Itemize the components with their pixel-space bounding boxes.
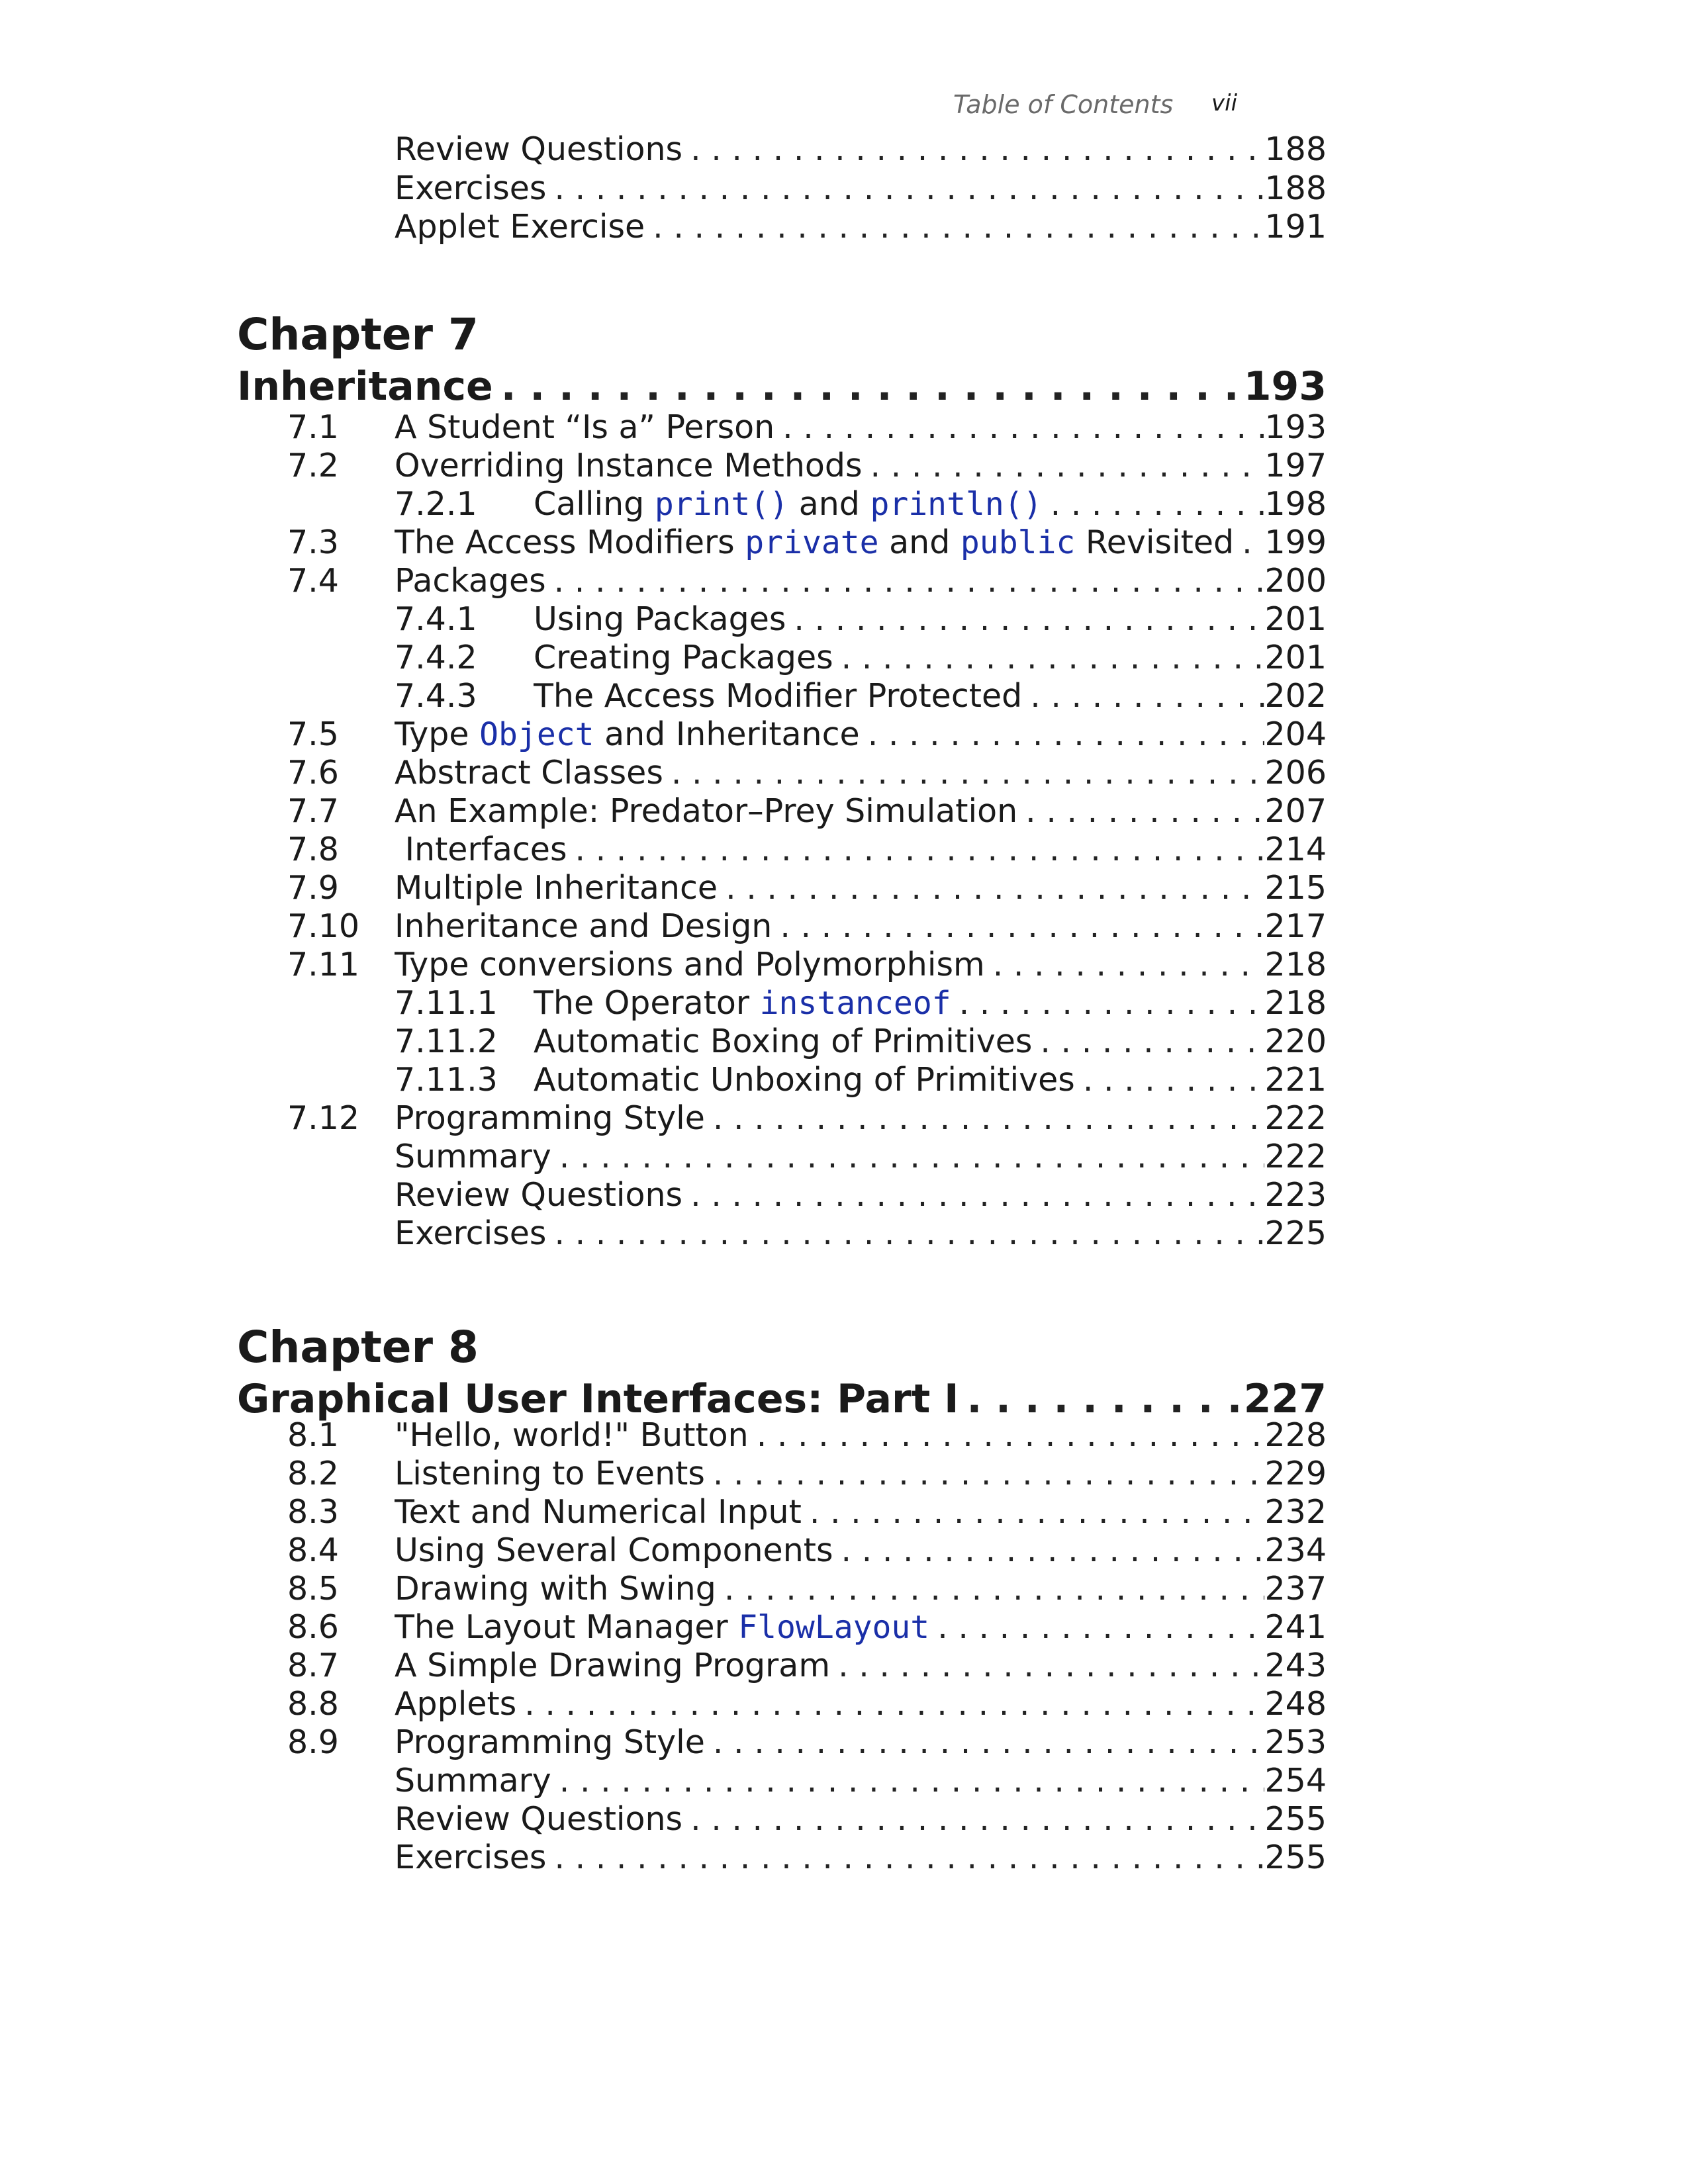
toc-entry-8-3[interactable] xyxy=(0,1493,1688,1531)
dot-leader xyxy=(551,1762,1265,1800)
toc-entry-page: 206 xyxy=(1264,754,1327,792)
toc-entry-page: 204 xyxy=(1264,715,1327,753)
toc-entry-7-11-1[interactable] xyxy=(0,984,1688,1023)
toc-entry-title: Listening to Events xyxy=(395,1455,705,1492)
toc-entry-7-10[interactable] xyxy=(0,907,1688,946)
dot-leader xyxy=(716,1570,1265,1608)
chapter-7-title: Inheritance xyxy=(237,363,493,410)
toc-entry-page: 220 xyxy=(1264,1023,1327,1060)
dot-leader xyxy=(682,1800,1264,1839)
dot-leader xyxy=(682,130,1264,169)
toc-entry-title: An Example: Predator–Prey Simulation xyxy=(395,792,1018,830)
running-head-label: Table of Contents xyxy=(953,90,1174,119)
dot-leader xyxy=(1234,523,1264,562)
dot-leader xyxy=(567,831,1264,869)
code-keyword: public xyxy=(960,524,1076,561)
toc-entry-8-1[interactable] xyxy=(0,1416,1688,1455)
toc-entry-title: Abstract Classes xyxy=(395,754,663,792)
toc-entry-title: Summary xyxy=(395,1138,551,1175)
toc-entry-7-12[interactable] xyxy=(0,1099,1688,1138)
title-text: Type xyxy=(395,715,480,753)
dot-leader xyxy=(705,1099,1265,1138)
code-keyword: private xyxy=(745,524,879,561)
toc-entry-title: Review Questions xyxy=(395,1176,683,1214)
dot-leader xyxy=(929,1608,1264,1647)
toc-entry-page: 241 xyxy=(1264,1608,1327,1646)
title-text: The Access Modifiers xyxy=(395,523,745,561)
section-number: 8.3 xyxy=(287,1493,339,1531)
section-number: 7.3 xyxy=(287,523,339,561)
toc-entry-title: Packages xyxy=(395,562,546,600)
section-number: 7.2.1 xyxy=(395,485,477,523)
title-text: and xyxy=(878,523,961,561)
dot-leader xyxy=(705,1455,1265,1493)
dot-leader xyxy=(1017,792,1264,831)
section-number: 7.6 xyxy=(287,754,339,792)
toc-entry-title: Review Questions xyxy=(395,1800,683,1838)
code-keyword: println() xyxy=(870,486,1043,523)
toc-entry-title xyxy=(395,715,860,754)
section-number: 8.4 xyxy=(287,1531,339,1569)
toc-entry-page: 188 xyxy=(1264,130,1327,168)
chapter-8-label: Chapter 8 xyxy=(237,1322,479,1373)
toc-entry-page: 198 xyxy=(1264,485,1327,523)
running-head xyxy=(953,90,1244,119)
chapter-8-title: Graphical User Interfaces: Part I xyxy=(237,1376,959,1422)
code-keyword: print() xyxy=(654,486,789,523)
toc-entry-page: 254 xyxy=(1264,1762,1327,1799)
toc-entry-applet-exercise[interactable] xyxy=(0,208,1688,246)
toc-entry-title: Interfaces xyxy=(395,831,567,868)
toc-entry-title: Text and Numerical Input xyxy=(395,1493,802,1531)
toc-entry-review-questions[interactable] xyxy=(0,130,1688,169)
toc-entry-page: 217 xyxy=(1264,907,1327,945)
dot-leader xyxy=(1075,1061,1265,1099)
toc-entry-page: 232 xyxy=(1264,1493,1327,1531)
toc-entry-title: Overriding Instance Methods xyxy=(395,447,863,484)
dot-leader xyxy=(718,869,1264,907)
title-text: Revisited xyxy=(1075,523,1235,561)
section-number: 7.4 xyxy=(287,562,339,600)
toc-entry-title: Drawing with Swing xyxy=(395,1570,716,1608)
toc-entry-title: Summary xyxy=(395,1762,551,1799)
dot-leader xyxy=(551,1138,1265,1176)
dot-leader xyxy=(516,1685,1264,1723)
section-number: 7.5 xyxy=(287,715,339,753)
toc-entry-title: A Simple Drawing Program xyxy=(395,1647,831,1684)
chapter-8-page: 227 xyxy=(1243,1376,1327,1422)
toc-entry-title: Multiple Inheritance xyxy=(395,869,718,907)
dot-leader xyxy=(682,1176,1264,1214)
toc-entry-title xyxy=(395,523,1234,562)
section-number: 7.2 xyxy=(287,447,339,484)
toc-entry-page: 234 xyxy=(1264,1531,1327,1569)
section-number: 7.12 xyxy=(287,1099,360,1137)
toc-entry-7-4-2[interactable] xyxy=(0,639,1688,677)
toc-entry-7-5[interactable] xyxy=(0,715,1688,754)
dot-leader xyxy=(749,1416,1265,1455)
toc-entry-title xyxy=(395,1608,929,1647)
dot-leader xyxy=(705,1723,1265,1762)
section-number: 7.1 xyxy=(287,408,339,446)
toc-entry-8-9[interactable] xyxy=(0,1723,1688,1762)
toc-entry-7-4[interactable] xyxy=(0,562,1688,600)
toc-entry-title: A Student “Is a” Person xyxy=(395,408,775,446)
section-number: 7.4.1 xyxy=(395,600,477,638)
toc-entry-7-2[interactable] xyxy=(0,447,1688,485)
toc-entry-title: Exercises xyxy=(395,169,547,207)
dot-leader xyxy=(833,1531,1265,1570)
dot-leader xyxy=(645,208,1264,246)
section-number: 8.9 xyxy=(287,1723,339,1761)
section-number: 8.8 xyxy=(287,1685,339,1723)
toc-entry-title: Automatic Unboxing of Primitives xyxy=(534,1061,1075,1099)
toc-entry-7-6[interactable] xyxy=(0,754,1688,792)
toc-entry-7-4-1[interactable] xyxy=(0,600,1688,639)
toc-entry-review-questions[interactable] xyxy=(0,1800,1688,1839)
toc-entry-page: 218 xyxy=(1264,984,1327,1022)
toc-entry-page: 201 xyxy=(1264,639,1327,676)
toc-entry-title: Inheritance and Design xyxy=(395,907,773,945)
toc-entry-page: 191 xyxy=(1264,208,1327,246)
code-keyword: instanceof xyxy=(759,985,951,1022)
toc-entry-title: Applets xyxy=(395,1685,517,1723)
title-text: The Operator xyxy=(534,984,760,1022)
toc-entry-page: 228 xyxy=(1264,1416,1327,1454)
toc-entry-title: Applet Exercise xyxy=(395,208,645,246)
toc-entry-title: Programming Style xyxy=(395,1723,705,1761)
toc-entry-title: Type conversions and Polymorphism xyxy=(395,946,985,983)
section-number: 8.5 xyxy=(287,1570,339,1608)
toc-entry-page: 215 xyxy=(1264,869,1327,907)
code-keyword: Object xyxy=(479,716,594,753)
section-number: 8.2 xyxy=(287,1455,339,1492)
section-number: 7.11.3 xyxy=(395,1061,498,1099)
toc-entry-7-3[interactable] xyxy=(0,523,1688,562)
dot-leader xyxy=(985,946,1265,984)
toc-entry-8-7[interactable] xyxy=(0,1647,1688,1685)
toc-entry-title: Review Questions xyxy=(395,130,683,168)
toc-entry-page: 237 xyxy=(1264,1570,1327,1608)
toc-entry-7-9[interactable] xyxy=(0,869,1688,907)
toc-entry-exercises[interactable] xyxy=(0,169,1688,208)
toc-entry-page: 202 xyxy=(1264,677,1327,715)
dot-leader xyxy=(786,600,1264,639)
toc-entry-page: 207 xyxy=(1264,792,1327,830)
chapter-7-title-entry[interactable] xyxy=(237,361,1327,412)
dot-leader xyxy=(546,1214,1264,1253)
toc-entry-page: 223 xyxy=(1264,1176,1327,1214)
toc-entry-title xyxy=(534,485,1043,523)
section-number: 7.11.2 xyxy=(395,1023,498,1060)
toc-entry-8-6[interactable] xyxy=(0,1608,1688,1647)
dot-leader xyxy=(951,984,1265,1023)
toc-entry-page: 255 xyxy=(1264,1839,1327,1876)
toc-entry-page: 193 xyxy=(1264,408,1327,446)
toc-entry-exercises[interactable] xyxy=(0,1839,1688,1877)
section-number: 7.7 xyxy=(287,792,339,830)
toc-entry-7-8[interactable] xyxy=(0,831,1688,869)
toc-entry-page: 214 xyxy=(1264,831,1327,868)
toc-entry-title: "Hello, world!" Button xyxy=(395,1416,749,1454)
toc-entry-7-11-3[interactable] xyxy=(0,1061,1688,1099)
toc-entry-summary[interactable] xyxy=(0,1762,1688,1800)
toc-entry-summary[interactable] xyxy=(0,1138,1688,1176)
toc-entry-7-4-3[interactable] xyxy=(0,677,1688,715)
dot-leader xyxy=(772,907,1264,946)
toc-entry-page: 199 xyxy=(1264,523,1327,561)
section-number: 7.11.1 xyxy=(395,984,498,1022)
toc-entry-page: 200 xyxy=(1264,562,1327,600)
toc-entry-title: Programming Style xyxy=(395,1099,705,1137)
code-keyword: FlowLayout xyxy=(738,1609,930,1646)
dot-leader xyxy=(1022,677,1264,715)
dot-leader xyxy=(663,754,1265,792)
toc-entry-title: Exercises xyxy=(395,1214,547,1252)
dot-leader xyxy=(863,447,1265,485)
dot-leader xyxy=(833,639,1265,677)
toc-entry-page: 229 xyxy=(1264,1455,1327,1492)
toc-entry-page: 188 xyxy=(1264,169,1327,207)
dot-leader xyxy=(830,1647,1264,1685)
toc-entry-page: 221 xyxy=(1264,1061,1327,1099)
toc-entry-exercises[interactable] xyxy=(0,1214,1688,1253)
toc-entry-8-2[interactable] xyxy=(0,1455,1688,1493)
dot-leader xyxy=(1043,485,1265,523)
section-number: 8.7 xyxy=(287,1647,339,1684)
dot-leader xyxy=(546,1839,1264,1877)
section-number: 7.4.3 xyxy=(395,677,477,715)
title-text: The Layout Manager xyxy=(395,1608,739,1646)
toc-entry-page: 243 xyxy=(1264,1647,1327,1684)
section-number: 7.4.2 xyxy=(395,639,477,676)
dot-leader xyxy=(546,562,1265,600)
toc-entry-7-11[interactable] xyxy=(0,946,1688,984)
toc-entry-8-4[interactable] xyxy=(0,1531,1688,1570)
toc-entry-page: 225 xyxy=(1264,1214,1327,1252)
section-number: 8.6 xyxy=(287,1608,339,1646)
section-number: 8.1 xyxy=(287,1416,339,1454)
toc-entry-title: Automatic Boxing of Primitives xyxy=(534,1023,1033,1060)
toc-entry-page: 222 xyxy=(1264,1099,1327,1137)
toc-entry-7-1[interactable] xyxy=(0,408,1688,447)
toc-entry-page: 218 xyxy=(1264,946,1327,983)
dot-leader xyxy=(774,408,1264,447)
toc-entry-page: 222 xyxy=(1264,1138,1327,1175)
title-text: and xyxy=(788,485,870,523)
chapter-7-page: 193 xyxy=(1243,363,1327,410)
section-number: 7.10 xyxy=(287,907,360,945)
dot-leader xyxy=(802,1493,1265,1531)
toc-entry-page: 197 xyxy=(1264,447,1327,484)
toc-entry-8-5[interactable] xyxy=(0,1570,1688,1608)
toc-entry-7-2-1[interactable] xyxy=(0,485,1688,523)
toc-entry-7-11-2[interactable] xyxy=(0,1023,1688,1061)
toc-entry-8-8[interactable] xyxy=(0,1685,1688,1723)
chapter-7-label: Chapter 7 xyxy=(237,309,479,360)
toc-entry-page: 255 xyxy=(1264,1800,1327,1838)
toc-entry-title: Exercises xyxy=(395,1839,547,1876)
section-number: 7.8 xyxy=(287,831,339,868)
title-text: and Inheritance xyxy=(594,715,860,753)
dot-leader xyxy=(546,169,1264,208)
toc-entry-title: Creating Packages xyxy=(534,639,833,676)
toc-entry-title: Using Packages xyxy=(534,600,786,638)
dot-leader xyxy=(860,715,1265,754)
section-number: 7.9 xyxy=(287,869,339,907)
toc-entry-page: 201 xyxy=(1264,600,1327,638)
section-number: 7.11 xyxy=(287,946,360,983)
toc-entry-page: 248 xyxy=(1264,1685,1327,1723)
toc-entry-review-questions[interactable] xyxy=(0,1176,1688,1214)
toc-entry-7-7[interactable] xyxy=(0,792,1688,831)
page-folio: vii xyxy=(1211,90,1238,116)
toc-entry-title: The Access Modifier Protected xyxy=(534,677,1023,715)
dot-leader xyxy=(493,361,1244,412)
toc-entry-title xyxy=(534,984,951,1023)
toc-entry-title: Using Several Components xyxy=(395,1531,833,1569)
title-text: Calling xyxy=(534,485,655,523)
toc-entry-page: 253 xyxy=(1264,1723,1327,1761)
dot-leader xyxy=(1032,1023,1264,1061)
